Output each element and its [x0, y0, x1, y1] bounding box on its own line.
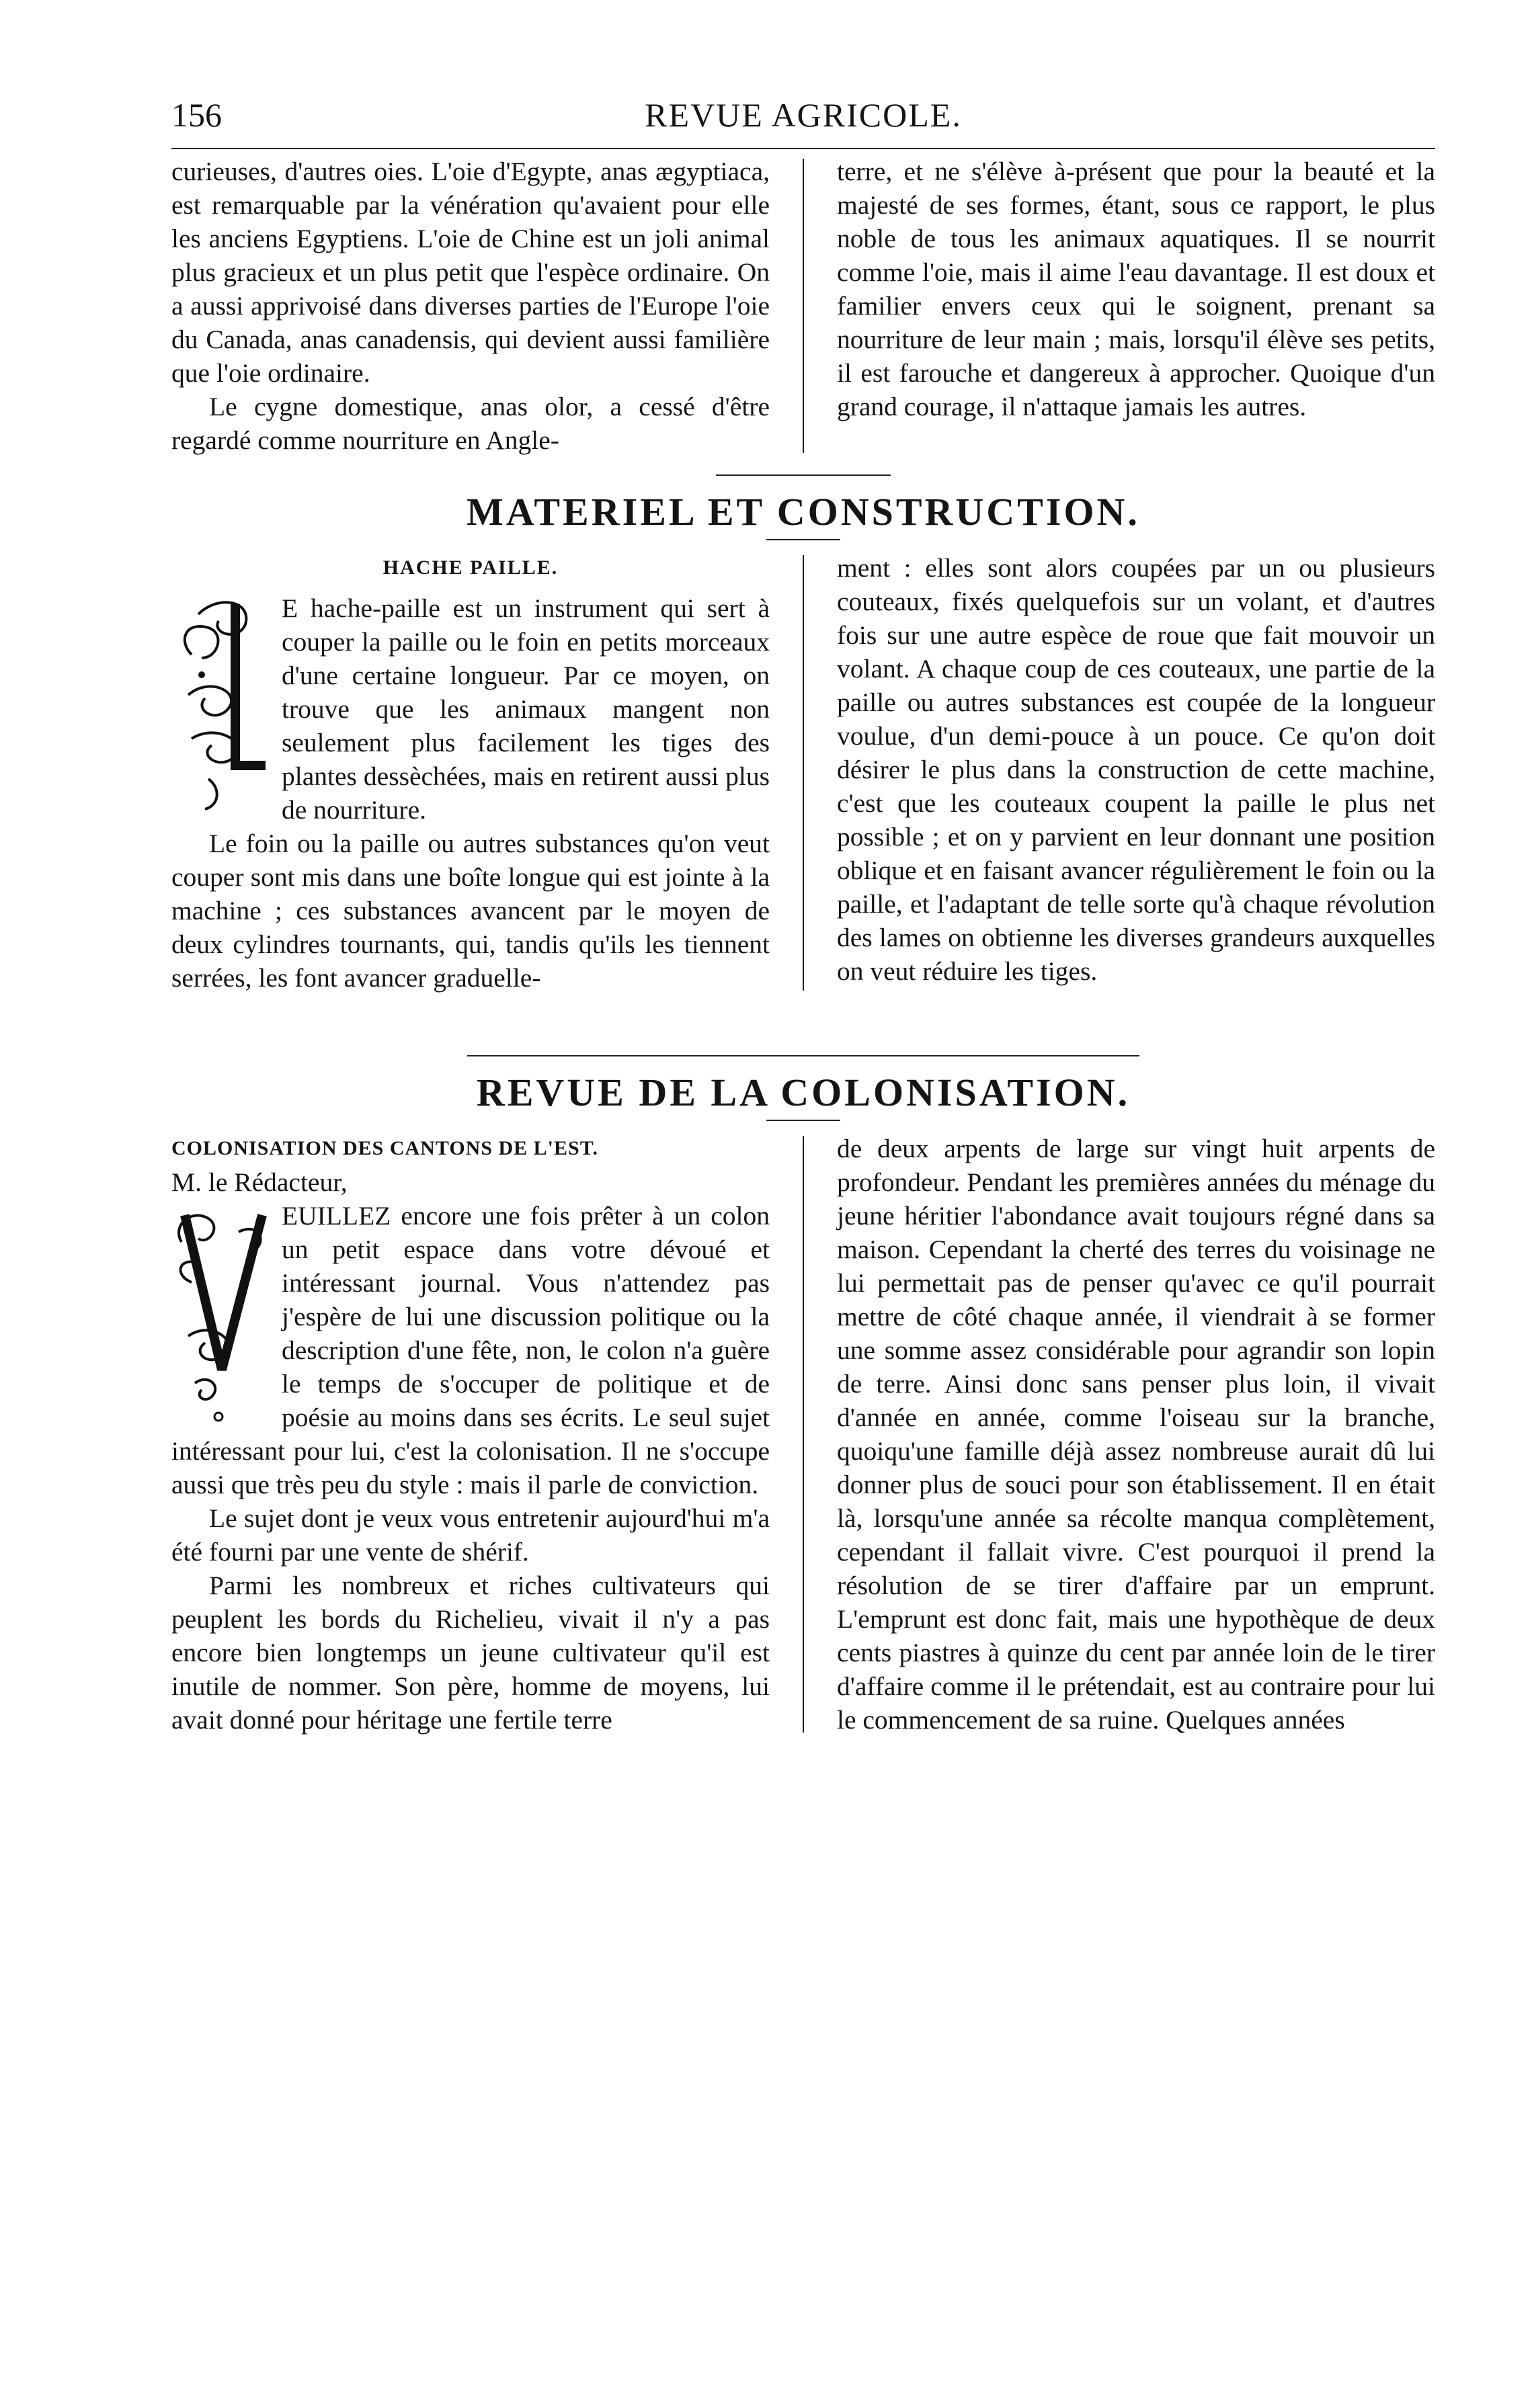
- column-rule: [803, 159, 804, 453]
- page-number: 156: [171, 96, 222, 134]
- salutation: M. le Rédacteur,: [171, 1167, 348, 1197]
- page-header: [171, 87, 1435, 148]
- journal-page: [171, 87, 1435, 1737]
- paragraph: Le sujet dont je veux vous entretenir aujourd'hui m'a été fourni par une vente de shérif.: [171, 1503, 770, 1567]
- ornamental-dropcap-v: [171, 1202, 272, 1423]
- paragraph: E hache-paille est un instrument qui sert à couper la paille ou le foin en petits morceaux d'une certaine longueur. Par ce moyen, on trouve que les animaux mangent non seulement plus facilement les tiges des plantes dessèchées, mais en retirent aussi plus de nourriture.: [282, 593, 770, 825]
- goose-article-columns: [171, 155, 1435, 457]
- paragraph: EUILLEZ encore une fois prêter à un colon un petit espace dans votre dévoué et intéressant journal. Vous n'attendez pas j'espère de lui une discussion politique ou la description d'une fête, non, le colon n'a guère le temps de s'occuper de politique et de poésie au moins dans ses écrits. Le seul sujet intéressant pour lui, c'est la colonisation. Il ne s'occupe aussi que très peu du style : mais il parle de conviction.: [171, 1201, 770, 1499]
- title-underline: [766, 1120, 840, 1121]
- running-title: REVUE AGRICOLE.: [645, 96, 962, 134]
- paragraph: de deux arpents de large sur vingt huit arpents de profondeur. Pendant les premières années du ménage du jeune héritier l'abondance avait toujours régné dans sa maison. Cependant la cherté des terres du voisinage ne lui permettait pas de penser qu'avec ce qu'il pourrait mettre de côté chaque année, il viendrait à se former une somme assez considérable pour agrandir son lopin de terre. Ainsi donc sans penser plus loin, il vivait d'année en année, comme l'oiseau sur la branche, quoiqu'une famille déjà assez nombreuse aurait dû lui donner plus de souci pour son établissement. Il en était là, lorsqu'une année sa récolte manqua complètement, cependant il fallait vivre. C'est pourquoi il prend la résolution de se tirer d'affaire par un emprunt. L'emprunt est donc fait, mais une hypothèque de deux cents piastres à quinze du cent par année loin de le tirer d'affaire comme il le prétendait, est au contraire pour lui le commencement de sa ruine. Quelques années: [837, 1134, 1435, 1735]
- section-title-colonisation: REVUE DE LA COLONISATION.: [476, 1071, 1131, 1114]
- column-rule: [803, 555, 804, 991]
- title-underline: [766, 539, 840, 540]
- header-rule: [171, 148, 1435, 149]
- goose-article-right-column: [837, 155, 1435, 457]
- paragraph: terre, et ne s'élève à-présent que pour la beauté et la majesté de ses formes, étant, sous ce rapport, le plus noble de tous les animaux aquatiques. Il se nourrit comme l'oie, mais il aime l'eau davantage. Il est doux et familier envers ceux qui le soignent, prenant sa nourriture de leur main ; mais, lorsqu'il élève ses petits, il est farouche et dangereux à approcher. Quoique d'un grand courage, il n'attaque jamais les autres.: [837, 157, 1435, 421]
- goose-article-left-column: [171, 155, 770, 457]
- ornamental-dropcap-l: [171, 594, 272, 823]
- column-rule: [803, 1136, 804, 1733]
- section-title-materiel: MATERIEL ET CONSTRUCTION.: [467, 490, 1140, 534]
- colonisation-right-column: [837, 1132, 1435, 1737]
- hache-paille-columns: [171, 551, 1435, 995]
- ornate-letter-icon: [171, 594, 272, 823]
- paragraph: ment : elles sont alors coupées par un ou plusieurs couteaux, fixés quelquefois sur un volant, et d'autres fois sur une autre espèce de roue que fait mouvoir un volant. A chaque coup de ces couteaux, une partie de la paille ou autres substances est coupée de la longueur voulue, d'un demi-pouce à un pouce. Ce qu'on doit désirer le plus dans la construction de cette machine, c'est que les couteaux coupent la paille le plus net possible ; et on y parvient en leur donnant une position oblique et en faisant avancer régulièrement le foin ou la paille, et l'adaptant de telle sorte qu'à chaque révolution des lames on obtienne les diverses grandeurs auxquelles on veut réduire les tiges.: [837, 553, 1435, 986]
- paragraph: curieuses, d'autres oies. L'oie d'Egypte, anas ægyptiaca, est remarquable par la vénération qu'avaient pour elle les anciens Egyptiens. L'oie de Chine est un joli animal plus gracieux et un plus petit que l'espèce ordinaire. On a aussi apprivoisé dans diverses parties de l'Europe l'oie du Canada, anas canadensis, qui devient aussi familière que l'oie ordinaire.: [171, 157, 770, 388]
- hache-paille-left-column: [171, 551, 770, 995]
- ornate-letter-icon: [171, 1202, 272, 1430]
- article-subhead: HACHE PAILLE.: [382, 556, 559, 579]
- hache-paille-right-column: [837, 551, 1435, 995]
- colonisation-left-column: [171, 1132, 770, 1737]
- paragraph: Parmi les nombreux et riches cultivateurs qui peuplent les bords du Richelieu, vivait il n'y a pas encore bien longtemps un jeune cultivateur qu'il est inutile de nommer. Son père, homme de moyens, lui avait donné pour héritage une fertile terre: [171, 1571, 770, 1735]
- colonisation-columns: [171, 1132, 1435, 1737]
- paragraph: Le cygne domestique, anas olor, a cessé d'être regardé comme nourriture en Angle-: [171, 392, 770, 455]
- paragraph: Le foin ou la paille ou autres substances qu'on veut couper sont mis dans une boîte longue qui est jointe à la machine ; ces substances avancent par le moyen de deux cylindres tournants, qui, tandis qu'ils les tiennent serrées, les font avancer graduelle-: [171, 829, 770, 993]
- article-subhead: COLONISATION DES CANTONS DE L'EST.: [171, 1137, 598, 1159]
